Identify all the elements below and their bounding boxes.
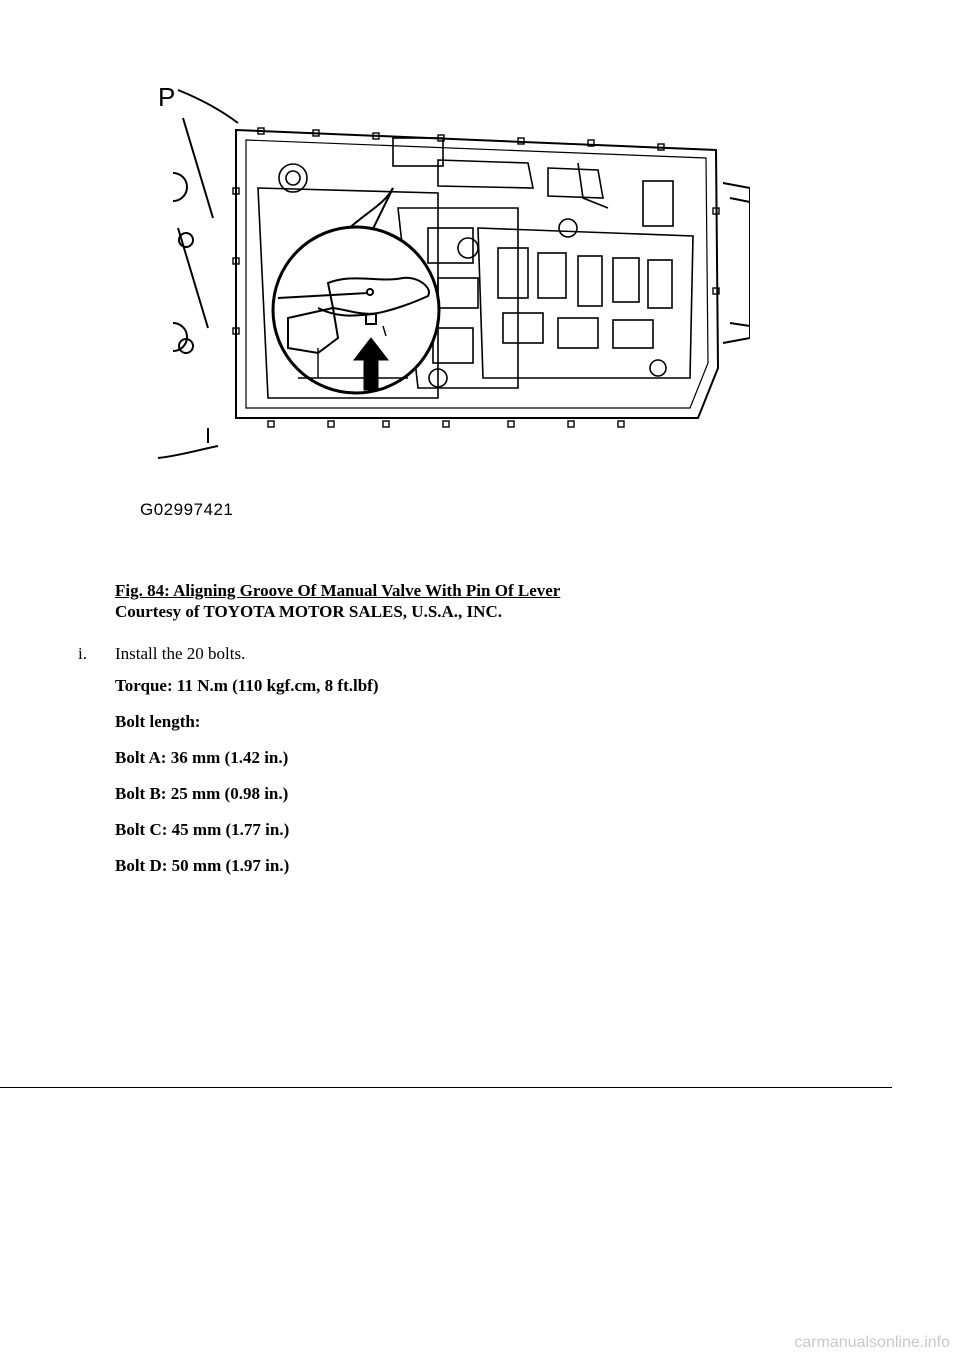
bolt-a-spec: Bolt A: 36 mm (1.42 in.) <box>115 748 289 767</box>
diagram-label: P <box>158 82 176 112</box>
figure-courtesy: Courtesy of TOYOTA MOTOR SALES, U.S.A., INC. <box>115 602 502 621</box>
watermark: carmanualsonline.info <box>794 1334 950 1351</box>
torque-spec: Torque: 11 N.m (110 kgf.cm, 8 ft.lbf) <box>115 676 379 695</box>
bolt-c-spec: Bolt C: 45 mm (1.77 in.) <box>115 820 290 839</box>
page-divider <box>0 1087 892 1088</box>
bolt-length-heading: Bolt length: <box>115 712 201 731</box>
step-marker: i. <box>78 644 87 663</box>
valve-body-diagram <box>138 78 750 523</box>
install-step <box>78 643 245 664</box>
bolt-d-spec: Bolt D: 50 mm (1.97 in.) <box>115 856 290 875</box>
bolt-specifications <box>115 676 379 892</box>
valve-body-drawing <box>138 78 750 523</box>
step-text: Install the 20 bolts. <box>115 644 246 663</box>
figure-caption <box>115 580 560 622</box>
diagram-id: G02997421 <box>140 500 234 519</box>
bolt-b-spec: Bolt B: 25 mm (0.98 in.) <box>115 784 289 803</box>
figure-title: Fig. 84: Aligning Groove Of Manual Valve With Pin Of Lever <box>115 581 561 600</box>
